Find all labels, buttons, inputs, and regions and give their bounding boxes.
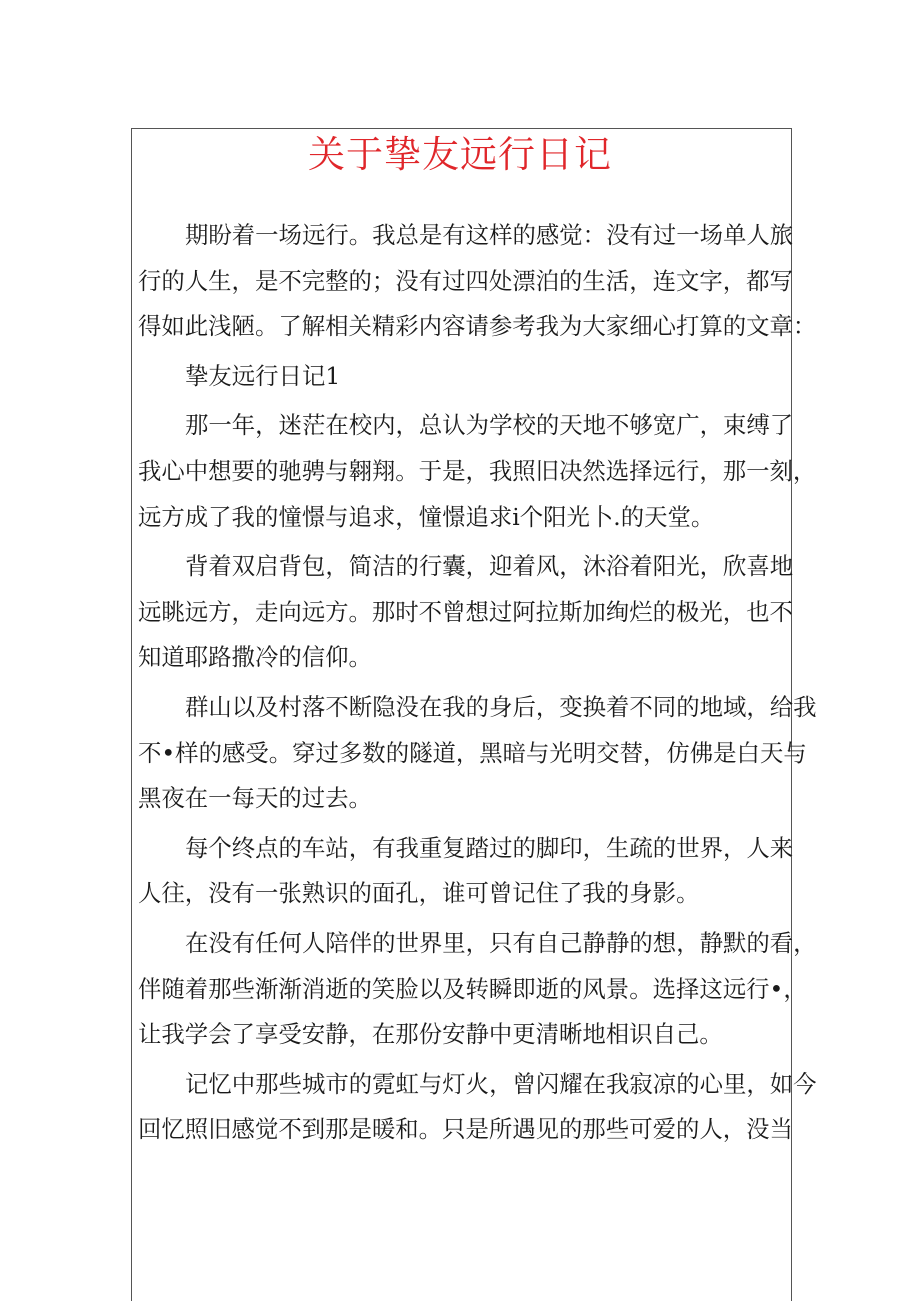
paragraph [138,354,788,400]
paragraph-line: 让我学会了享受安静，在那份安静中更清晰地相识自己。 [138,1020,723,1049]
document-title: 关于挚友远行日记 [308,133,612,176]
paragraph [138,213,817,350]
paragraph-line: 黑夜在一每天的过去。 [138,784,372,813]
paragraph [138,403,817,540]
paragraph-line: 期盼着一场远行。我总是有这样的感觉：没有过一场单人旅 [185,221,794,249]
paragraph-line: 伴随着那些渐渐消逝的笑脸以及转瞬即逝的风景。选择这远行•， [138,974,807,1003]
paragraph-line: 挚友远行日记1 [185,361,341,390]
paragraph [138,544,794,681]
paragraph-line: 群山以及村落不断隐没在我的身后，变换着不同的地域，给我 [185,692,817,721]
paragraph-line: 背着双启背包，简洁的行囊，迎着风，沐浴着阳光，欣喜地 [185,552,794,581]
paragraph-line: 得如此浅陋。了解相关精彩内容请参考我为大家细心打算的文章： [138,312,817,341]
paragraph-line: 远方成了我的憧憬与追求，憧憬追求i个阳光卜.的天堂。 [138,502,715,531]
paragraph-line: 记忆中那些城市的霓虹与灯火，曾闪耀在我寂凉的心里，如今 [185,1069,817,1098]
paragraph-line: 在没有任何人陪伴的世界里，只有自己静静的想，静默的看， [185,928,817,957]
paragraph-line: 知道耶路撒冷的信仰。 [138,643,372,672]
paragraph [138,826,794,917]
paragraph-line: 远眺远方，走向远方。那时不曾想过阿拉斯加绚烂的极光，也不 [138,597,793,626]
paragraph [138,921,817,1058]
paragraph [138,685,817,822]
paragraph-line: 回忆照旧感觉不到那是暖和。只是所遇见的那些可爱的人，没当 [138,1115,793,1144]
paragraph-line: 我心中想要的驰骋与翱翔。于是，我照旧决然选择远行，那一刻， [138,456,817,485]
paragraph-line: 不•样的感受。穿过多数的隧道，黑暗与光明交替，仿佛是白天与 [138,738,807,767]
paragraph-line: 每个终点的车站，有我重复踏过的脚印，生疏的世界，人来 [185,833,794,862]
paragraph [138,1062,817,1153]
paragraph-line: 那一年，迷茫在校内，总认为学校的天地不够宽广，束缚了 [185,411,794,440]
paragraph-line: 行的人生，是不完整的；没有过四处漂泊的生活，连文字，都写 [138,266,793,295]
paragraph-line: 人往，没有一张熟识的面孔，谁可曾记住了我的身影。 [138,879,700,908]
document-body [138,213,817,1157]
